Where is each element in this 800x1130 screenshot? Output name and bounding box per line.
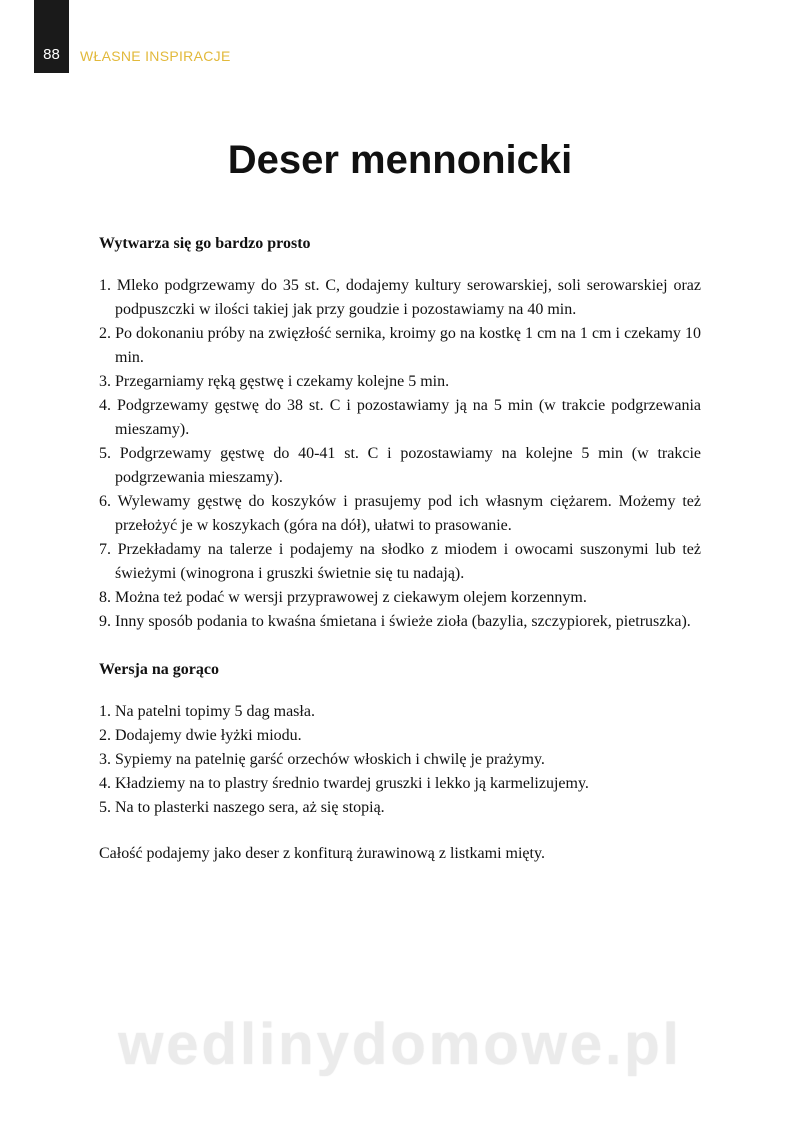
list-item: 1. Mleko podgrzewamy do 35 st. C, dodajemy kultury serowarskiej, soli serowarskiej oraz podpuszczki w ilości takiej jak przy goudzie i pozostawiamy na 40 min. [99,277,701,318]
section-two-steps [99,700,701,820]
list-item: 9. Inny sposób podania to kwaśna śmietana i świeże zioła (bazylia, szczypiorek, pietruszka). [99,613,691,630]
section-one-heading: Wytwarza się go bardzo prosto [99,235,311,252]
list-item: 3. Sypiemy na patelnię garść orzechów włoskich i chwilę je prażymy. [99,751,545,768]
list-item: 4. Kładziemy na to plastry średnio twardej gruszki i lekko ją karmelizujemy. [99,775,589,792]
list-item: 2. Dodajemy dwie łyżki miodu. [99,727,302,744]
page-title: Deser mennonicki [227,138,573,182]
section-header: WŁASNE INSPIRACJE [80,48,231,64]
list-item: 2. Po dokonaniu próby na zwięzłość sernika, kroimy go na kostkę 1 cm na 1 cm i czekamy 10 min. [99,325,701,366]
list-item: 5. Podgrzewamy gęstwę do 40-41 st. C i pozostawiamy na kolejne 5 min (w trakcie podgrzewania mieszamy). [99,445,701,486]
closing-text: Całość podajemy jako deser z konfiturą żurawinową z listkami mięty. [99,845,545,862]
list-item: 1. Na patelni topimy 5 dag masła. [99,703,315,720]
list-item: 3. Przegarniamy ręką gęstwę i czekamy kolejne 5 min. [99,373,450,390]
list-item: 8. Można też podać w wersji przyprawowej z ciekawym olejem korzennym. [99,589,587,606]
section-one-steps [99,274,701,634]
list-item: 6. Wylewamy gęstwę do koszyków i prasujemy pod ich własnym ciężarem. Możemy też przełożyć je w koszykach (góra na dół), ułatwi to prasowanie. [99,493,701,534]
watermark: wedlinydomowe.pl [118,1012,682,1077]
page-number: 88 [43,46,60,63]
section-two-heading: Wersja na gorąco [99,661,219,678]
list-item: 7. Przekładamy na talerze i podajemy na słodko z miodem i owocami suszonymi lub też świeżymi (winogrona i gruszki świetnie się tu nadają). [99,541,701,582]
recipe-content [99,232,701,866]
list-item: 5. Na to plasterki naszego sera, aż się stopią. [99,799,385,816]
list-item: 4. Podgrzewamy gęstwę do 38 st. C i pozostawiamy ją na 5 min (w trakcie podgrzewania mieszamy). [99,397,701,438]
